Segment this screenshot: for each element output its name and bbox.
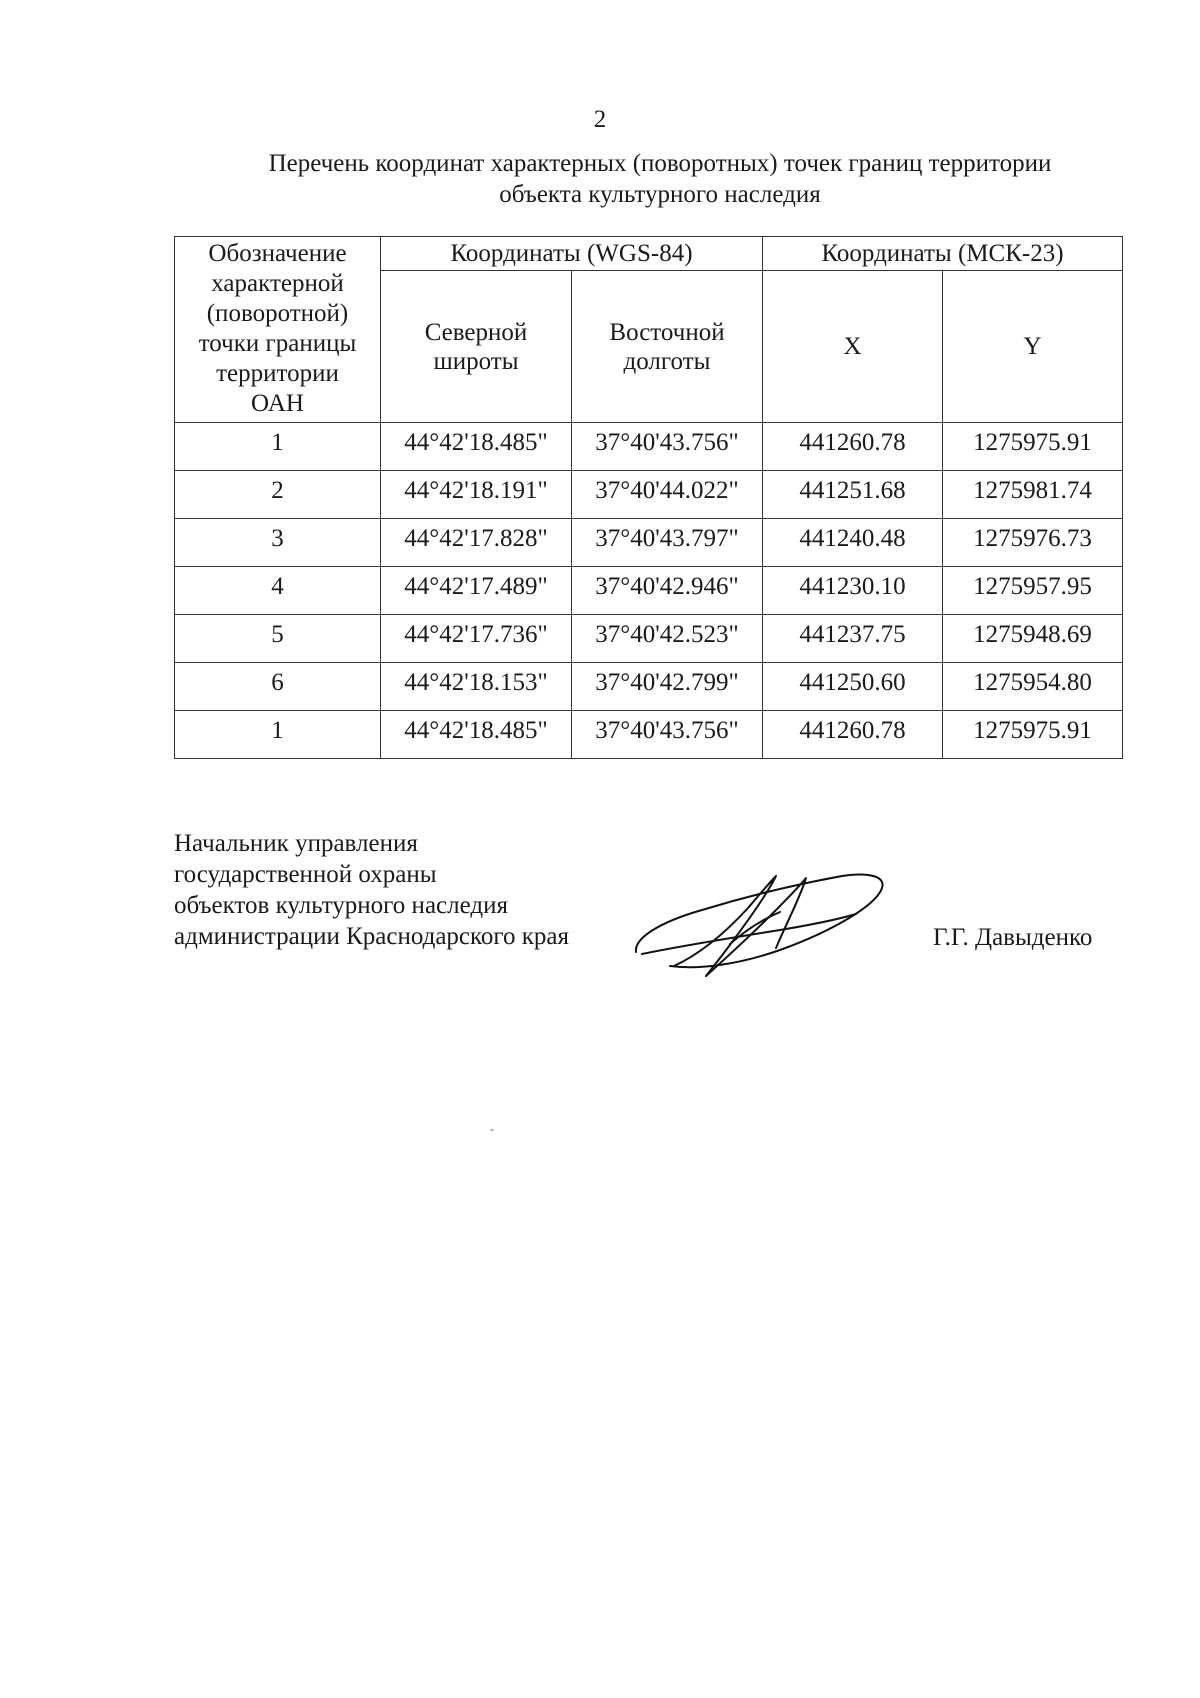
table-row: [175, 711, 1123, 759]
cell-latitude: 44°42'17.828": [381, 519, 572, 567]
cell-point: 6: [175, 663, 381, 711]
header-x: X: [763, 271, 943, 423]
header-y: Y: [943, 271, 1123, 423]
cell-x: 441251.68: [763, 471, 943, 519]
cell-longitude: 37°40'43.756": [572, 711, 763, 759]
cell-x: 441260.78: [763, 423, 943, 471]
table-row: [175, 615, 1123, 663]
cell-longitude: 37°40'42.946": [572, 567, 763, 615]
table-row: [175, 519, 1123, 567]
document-title-line-2: объекта культурного наследия: [499, 181, 821, 208]
header-east-line: долготы: [623, 347, 711, 375]
header-point-designation: [175, 237, 381, 423]
cell-longitude: 37°40'43.797": [572, 519, 763, 567]
cell-longitude: 37°40'42.799": [572, 663, 763, 711]
cell-latitude: 44°42'18.191": [381, 471, 572, 519]
cell-latitude: 44°42'18.485": [381, 711, 572, 759]
cell-latitude: 44°42'17.736": [381, 615, 572, 663]
cell-point: 1: [175, 711, 381, 759]
table-row: [175, 423, 1123, 471]
cell-x: 441230.10: [763, 567, 943, 615]
signer-position-line: администрации Краснодарского края: [174, 923, 570, 950]
table-row: [175, 663, 1123, 711]
header-designation-line: территории: [216, 360, 339, 387]
cell-point: 2: [175, 471, 381, 519]
document-title-line-1: Перечень координат характерных (поворотных) точек границ территории: [268, 150, 1052, 177]
header-north-line: широты: [433, 347, 519, 375]
signer-name: Г.Г. Давыденко: [933, 924, 1093, 951]
cell-y: 1275975.91: [943, 711, 1123, 759]
stray-mark: ": [490, 1128, 495, 1139]
coordinates-table: [174, 236, 1123, 759]
cell-longitude: 37°40'43.756": [572, 423, 763, 471]
header-east-longitude: [572, 271, 763, 423]
header-msk23-group: Координаты (МСК-23): [763, 237, 1123, 271]
header-north-line: Северной: [424, 318, 528, 346]
cell-x: 441250.60: [763, 663, 943, 711]
cell-x: 441240.48: [763, 519, 943, 567]
table-row: [175, 471, 1123, 519]
cell-latitude: 44°42'17.489": [381, 567, 572, 615]
cell-x: 441260.78: [763, 711, 943, 759]
header-designation-line: ОАН: [251, 390, 304, 417]
page-number: 2: [593, 106, 607, 133]
cell-longitude: 37°40'42.523": [572, 615, 763, 663]
cell-y: 1275957.95: [943, 567, 1123, 615]
header-designation-line: точки границы: [198, 330, 357, 357]
header-east-line: Восточной: [609, 318, 725, 346]
header-designation-line: (поворотной): [206, 300, 349, 327]
cell-longitude: 37°40'44.022": [572, 471, 763, 519]
table-row: [175, 567, 1123, 615]
cell-y: 1275981.74: [943, 471, 1123, 519]
header-designation-line: Обозначение: [208, 240, 347, 267]
header-wgs84-group: Координаты (WGS-84): [381, 237, 763, 271]
signer-position-line: государственной охраны: [174, 861, 437, 888]
header-designation-line: характерной: [211, 270, 344, 297]
cell-y: 1275976.73: [943, 519, 1123, 567]
cell-x: 441237.75: [763, 615, 943, 663]
signer-position-line: Начальник управления: [174, 830, 418, 857]
document-title: [140, 148, 1180, 210]
signer-position-line: объектов культурного наследия: [174, 892, 508, 919]
cell-point: 4: [175, 567, 381, 615]
cell-latitude: 44°42'18.153": [381, 663, 572, 711]
cell-point: 1: [175, 423, 381, 471]
cell-y: 1275954.80: [943, 663, 1123, 711]
signature-block: [174, 828, 569, 952]
cell-y: 1275975.91: [943, 423, 1123, 471]
cell-point: 3: [175, 519, 381, 567]
cell-point: 5: [175, 615, 381, 663]
cell-latitude: 44°42'18.485": [381, 423, 572, 471]
header-north-latitude: [381, 271, 572, 423]
handwritten-signature: [630, 858, 890, 988]
cell-y: 1275948.69: [943, 615, 1123, 663]
